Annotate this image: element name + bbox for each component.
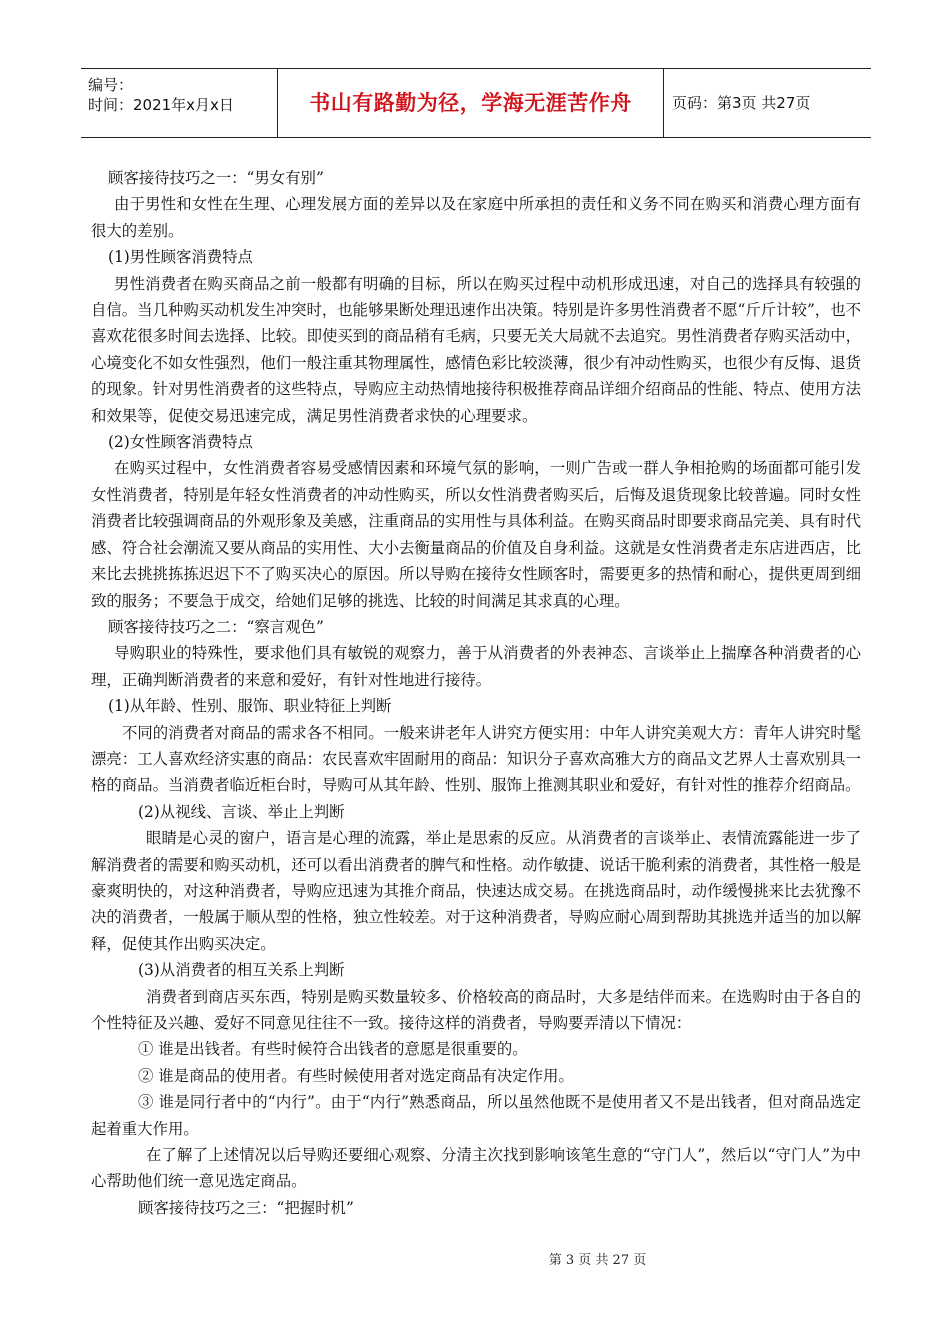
subheading: (3)从消费者的相互关系上判断 (138, 961, 345, 980)
subheading: (2)女性顾客消费特点 (108, 433, 253, 452)
paragraph: 消费者到商店买东西，特别是购买数量较多、价格较高的商品时，大多是结伴而来。在选购时由于各自的个性特征及兴趣、爱好不同意见往往不一致。接待这样的消费者，导购要弄清以下情况： (91, 987, 861, 1032)
paragraph: 在了解了上述情况以后导购还要细心观察、分清主次找到影响该笔生意的“守门人”，然后以“守门人”为中心帮助他们统一意见选定商品。 (91, 1146, 861, 1191)
header-motto: 书山有路勤为径，学海无涯苦作舟 (278, 69, 664, 137)
section-heading-1: 顾客接待技巧之一：“男女有别” (108, 169, 324, 187)
paragraph: 眼睛是心灵的窗户，语言是心理的流露，举止是思索的反应。从消费者的言谈举止、表情流露能进一步了解消费者的需要和购买动机，还可以看出消费者的脾气和性格。动作敏捷、说话干脆利索的消费者，其性格一般是豪爽明快的，对这种消费者，导购应迅速为其推介商品，快速达成交易。在挑选商品时，动作缓慢挑来比去犹豫不决的消费者，一般属于顺从型的性格，独立性较差。对于这种消费者，导购应耐心周到帮助其挑选并适当的加以解释，促使其作出购买决定。 (91, 829, 861, 953)
header-number: 编号： (88, 76, 134, 94)
list-item: ③ 谁是同行者中的“内行”。由于“内行”熟悉商品，所以虽然他既不是使用者又不是出钱者，但对商品选定起着重大作用。 (91, 1093, 861, 1138)
section-heading-2: 顾客接待技巧之二：“察言观色” (108, 617, 324, 636)
paragraph: 男性消费者在购买商品之前一般都有明确的目标，所以在购买过程中动机形成迅速，对自己的选择具有较强的自信。当几种购买动机发生冲突时，也能够果断处理迅速作出决策。特别是许多男性消费者不愿“斤斤计较”，也不喜欢花很多时间去选择、比较。即使买到的商品稍有毛病，只要无关大局就不去追究。男性消费者存购买活动中，心境变化不如女性强烈，他们一般注重其物理属性，感情色彩比较淡薄，很少有冲动性购买，也很少有反悔、退货的现象。针对男性消费者的这些特点，导购应主动热情地接待积极推荐商品详细介绍商品的性能、特点、使用方法和效果等，促使交易迅速完成，满足男性消费者求快的心理要求。 (91, 274, 861, 425)
header-meta (81, 69, 278, 137)
paragraph: 导购职业的特殊性，要求他们具有敏锐的观察力，善于从消费者的外表神态、言谈举止上揣摩各种消费者的心理，正确判断消费者的来意和爱好，有针对性地进行接待。 (91, 644, 861, 689)
section-heading-3: 顾客接待技巧之三：“把握时机” (138, 1198, 354, 1217)
subheading: (1)从年龄、性别、服饰、职业特征上判断 (108, 697, 392, 716)
document-body (91, 165, 861, 1221)
paragraph: 不同的消费者对商品的需求各不相同。一般来讲老年人讲究方便实用：中年人讲究美观大方：青年人讲究时髦漂亮：工人喜欢经济实惠的商品：农民喜欢牢固耐用的商品：知识分子喜欢高雅大方的商品文艺界人士喜欢别具一格的商品。当消费者临近柜台时，导购可从其年龄、性别、服饰上推测其职业和爱好，有针对性的推荐介绍商品。 (91, 723, 861, 795)
header-date: 时间：2021年x月x日 (88, 96, 234, 114)
subheading: (2)从视线、言谈、举止上判断 (138, 802, 345, 821)
subheading: (1)男性顾客消费特点 (108, 248, 253, 267)
list-item: ② 谁是商品的使用者。有些时候使用者对选定商品有决定作用。 (138, 1066, 574, 1085)
list-item: ① 谁是出钱者。有些时候符合出钱者的意愿是很重要的。 (138, 1040, 528, 1059)
paragraph: 在购买过程中，女性消费者容易受感情因素和环境气氛的影响，一则广告或一群人争相抢购的场面都可能引发女性消费者，特别是年轻女性消费者的冲动性购买，所以女性消费者购买后，后悔及退货现象比较普遍。同时女性消费者比较强调商品的外观形象及美感，注重商品的实用性与具体利益。在购买商品时即要求商品完美、具有时代感、符合社会潮流又要从商品的实用性、大小去衡量商品的价值及自身利益。这就是女性消费者走东店进西店，比来比去挑挑拣拣迟迟下不了购买决心的原因。所以导购在接待女性顾客时，需要更多的热情和耐心，提供更周到细致的服务；不要急于成交，给她们足够的挑选、比较的时间满足其求真的心理。 (91, 459, 861, 610)
page-footer: 第 3 页 共 27 页 (548, 1253, 647, 1268)
header-page-info: 页码：第3页 共27页 (672, 94, 811, 112)
paragraph: 由于男性和女性在生理、心理发展方面的差异以及在家庭中所承担的责任和义务不同在购买和消费心理方面有很大的差别。 (91, 195, 861, 240)
page-header (81, 68, 871, 138)
